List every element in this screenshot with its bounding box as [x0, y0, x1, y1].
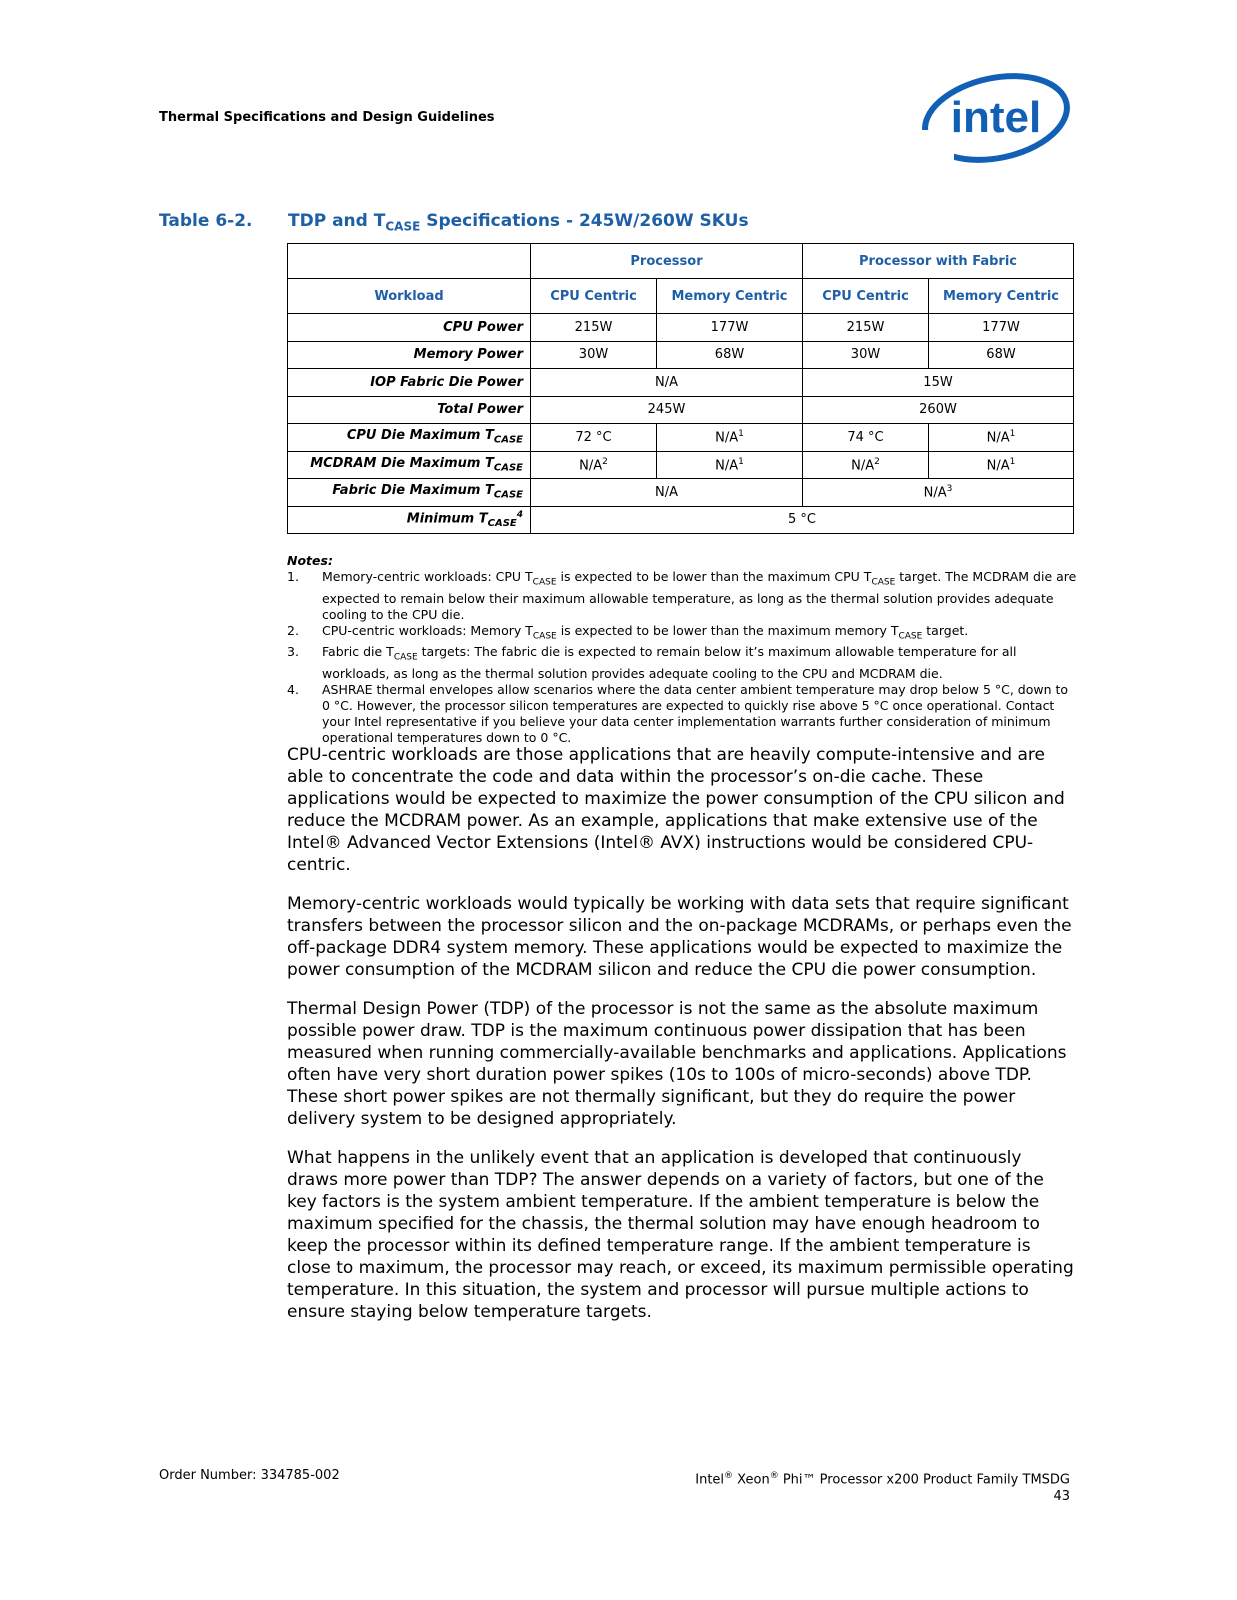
table-cell: 215W	[803, 314, 929, 342]
tdp-tcase-table	[287, 243, 1074, 534]
table-row	[288, 369, 1074, 397]
table-row	[288, 479, 1074, 507]
table-cell: $N/A^1$	[929, 424, 1074, 452]
row-label: CPU Die Maximum $T_{CASE}$	[288, 424, 531, 452]
paragraph: What happens in the unlikely event that an application is developed that continuously draws more power than TDP? The answer depends on a variety of factors, but one of the key factors is the system ambient temperature. If the ambient temperature is below the maximum specified for the chassis, the thermal solution may have enough headroom to keep the processor within its defined temperature range. If the ambient temperature is close to maximum, the processor may reach, or exceed, its maximum permissible operating temperature. In this situation, the system and processor will pursue multiple actions to ensure staying below temperature targets.	[287, 1148, 1074, 1322]
table-cell: 5 °C	[531, 506, 1074, 534]
table-cell: 74 °C	[803, 424, 929, 452]
table-cell: 215W	[531, 314, 657, 342]
paragraph: CPU-centric workloads are those applications that are heavily compute-intensive and are able to concentrate the code and data within the processor’s on-die cache. These applications would be expected to maximize the power consumption of the CPU silicon and reduce the MCDRAM power. As an example, applications that make extensive use of the Intel® Advanced Vector Extensions (Intel® AVX) instructions would be considered CPU-centric.	[287, 745, 1065, 875]
column-header-memory-centric: Memory Centric	[657, 279, 803, 314]
table-row	[288, 506, 1074, 534]
table-cell: 15W	[803, 369, 1074, 397]
table-row	[288, 314, 1074, 342]
table-notes	[287, 553, 1077, 746]
table-row	[288, 396, 1074, 424]
order-number: Order Number: 334785-002	[159, 1468, 340, 1483]
table-row	[288, 451, 1074, 479]
row-label: MCDRAM Die Maximum $T_{CASE}$	[288, 451, 531, 479]
group-header-processor-fabric: Processor with Fabric	[803, 244, 1074, 279]
group-header-row	[288, 244, 1074, 279]
table-cell: 68W	[657, 341, 803, 369]
column-header-cpu-centric: CPU Centric	[531, 279, 657, 314]
note-item: 4. ASHRAE thermal envelopes allow scenarios where the data center ambient temperature may drop below 5 °C, down to 0 °C. However, the processor silicon temperatures are expected to quickly rise above 5 °C once operational. Contact your Intel representative if you believe your data center implementation warrants further consideration of minimum operational temperatures down to 0 °C.	[287, 681, 1069, 745]
note-item: 3. Fabric die $T_{CASE}$ targets: The fabric die is expected to remain below it’s maximum allowable temperature for all workloads, as long as the thermal solution provides adequate cooling to the CPU and MCDRAM die.	[287, 644, 1017, 681]
table-cell: 30W	[531, 341, 657, 369]
group-header-processor: Processor	[531, 244, 803, 279]
row-label: Minimum $T_{CASE}^4$	[288, 506, 531, 534]
table-cell: 245W	[531, 396, 803, 424]
table-caption: Table 6-2. TDP and $T_{CASE}$ Specifications - 245W/260W SKUs	[159, 211, 749, 234]
table-cell: 30W	[803, 341, 929, 369]
row-label: IOP Fabric Die Power	[288, 369, 531, 397]
row-label: Fabric Die Maximum $T_{CASE}$	[288, 479, 531, 507]
logo-wordmark: intel	[950, 93, 1042, 142]
table-cell: $N/A^2$	[531, 451, 657, 479]
column-header-row	[288, 279, 1074, 314]
table-cell: $N/A^1$	[657, 451, 803, 479]
table-cell: 177W	[657, 314, 803, 342]
table-cell: N/A	[531, 479, 803, 507]
table-row	[288, 341, 1074, 369]
table-cell: $N/A^2$	[803, 451, 929, 479]
table-number: Table 6-2.	[159, 211, 253, 231]
table-cell: $N/A^1$	[657, 424, 803, 452]
table-cell: 177W	[929, 314, 1074, 342]
column-header-workload: Workload	[288, 279, 531, 314]
note-item: 1. Memory-centric workloads: CPU $T_{CASE}$ is expected to be lower than the maximum CPU $T_{CASE}$ target. The MCDRAM die are expected to remain below their maximum allowable temperature, as long as the thermal solution provides adequate cooling to the CPU die.	[287, 569, 1077, 622]
column-header-cpu-centric-fabric: CPU Centric	[803, 279, 929, 314]
table-cell: $N/A^1$	[929, 451, 1074, 479]
table-cell: 260W	[803, 396, 1074, 424]
body-text	[287, 744, 1077, 1340]
row-label: Memory Power	[288, 341, 531, 369]
intel-logo	[918, 68, 1074, 168]
empty-corner-cell	[288, 244, 531, 279]
table-cell: $N/A^3$	[803, 479, 1074, 507]
row-label: Total Power	[288, 396, 531, 424]
footer-product: Intel® Xeon® Phi™ Processor x200 Product Family TMSDG 43	[695, 1471, 1070, 1505]
paragraph: Memory-centric workloads would typically be working with data sets that require significant transfers between the processor silicon and the on-package MCDRAMs, or perhaps even the off-package DDR4 system memory. These applications would be expected to maximize the power consumption of the MCDRAM silicon and reduce the CPU die power consumption.	[287, 894, 1072, 980]
table-cell: N/A	[531, 369, 803, 397]
note-item: 2. CPU-centric workloads: Memory $T_{CASE}$ is expected to be lower than the maximum memory $T_{CASE}$ target.	[287, 622, 969, 641]
paragraph: Thermal Design Power (TDP) of the processor is not the same as the absolute maximum possible power draw. TDP is the maximum continuous power dissipation that has been measured when running commercially-available benchmarks and applications. Applications often have very short duration power spikes (10s to 100s of micro-seconds) above TDP. These short power spikes are not thermally significant, but they do require the power delivery system to be designed appropriately.	[287, 999, 1067, 1129]
table-cell: 68W	[929, 341, 1074, 369]
table-row	[288, 424, 1074, 452]
column-header-memory-centric-fabric: Memory Centric	[929, 279, 1074, 314]
page-number: 43	[1053, 1489, 1070, 1505]
row-label: CPU Power	[288, 314, 531, 342]
table-cell: 72 °C	[531, 424, 657, 452]
notes-title: Notes:	[287, 553, 333, 568]
running-header: Thermal Specifications and Design Guidelines	[159, 110, 495, 125]
